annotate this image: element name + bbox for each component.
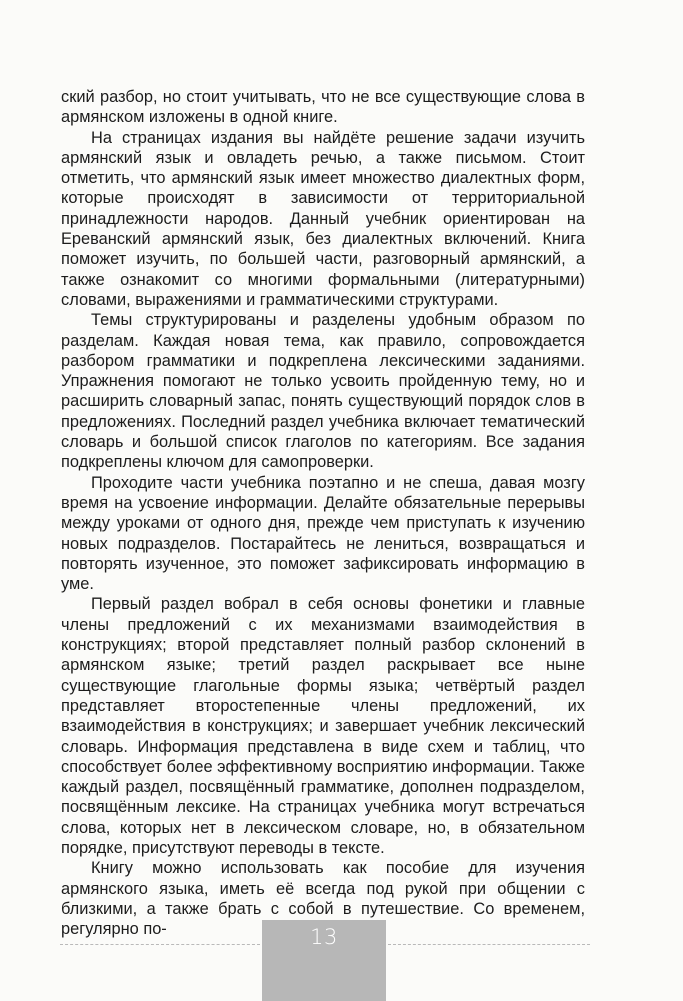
paragraph-about-edition: На страницах издания вы найдёте решение задачи изучить армянский язык и овладеть речью, а также письмом. Стоит отметить, что армянский язык имеет множество диалектных форм, которые происходят в зависимости от территориальной принадлежности народов. Данный учебник ориентирован на Ереванский армянский язык, без диалектных включений. Книга поможет изучить, по большей части, разговорный армянский, а также ознакомит со многими формальными (литературными) словами, выражениями и грамматическими структурами.: [61, 128, 585, 309]
page-number: 13: [310, 925, 338, 949]
footer-dashed-rule-right: [388, 944, 590, 945]
paragraph-topic-structure: Темы структурированы и разделены удобным образом по разделам. Каждая новая тема, как правило, сопровождается разбором грамматики и подкреплена лексическими заданиями. Упражнения помогают не только усвоить пройденную тему, но и расширить словарный запас, понять существующий порядок слов в предложениях. Последний раздел учебника включает тематический словарь и большой список глаголов по категориям. Все задания подкреплены ключом для самопроверки.: [61, 311, 585, 472]
footer-dashed-rule-left: [60, 944, 260, 945]
paragraph-usage: Книгу можно использовать как пособие для изучения армянского языка, иметь её всегда под рукой при общении с близкими, а также брать с собой в путешествие. Со временем, регулярно по-: [61, 859, 585, 939]
page-number-tab: [262, 920, 386, 1001]
paragraph-study-advice: Проходите части учебника поэтапно и не спеша, давая мозгу время на усвоение информации. Делайте обязательные перерывы между уроками от одного дня, прежде чем приступать к изучению новых подразделов. Постарайтесь не лениться, возвращаться и повторять изученное, это поможет зафиксировать информацию в уме.: [61, 473, 585, 594]
paragraph-sections-overview: Первый раздел вобрал в себя основы фонетики и главные члены предложений с их механизмами взаимодействия в конструкциях; второй представляет полный разбор склонений в армянском языке; третий раздел раскрывает все ныне существующие глагольные формы языка; четвёртый раздел представляет второстепенные члены предложений, их взаимодействия в конструкциях; и завершает учебник лексический словарь. Информация представлена в виде схем и таблиц, что способствует более эффективному восприятию информации. Также каждый раздел, посвящённый грамматике, дополнен подразделом, посвящённым лексике. На страницах учебника могут встречаться слова, которых нет в лексическом словаре, но, в обязательном порядке, присутствуют переводы в тексте.: [61, 595, 585, 857]
body-text: [61, 87, 585, 939]
paragraph-continuation: ский разбор, но стоит учитывать, что не все существующие слова в армянском изложены в одной книге.: [61, 88, 585, 127]
